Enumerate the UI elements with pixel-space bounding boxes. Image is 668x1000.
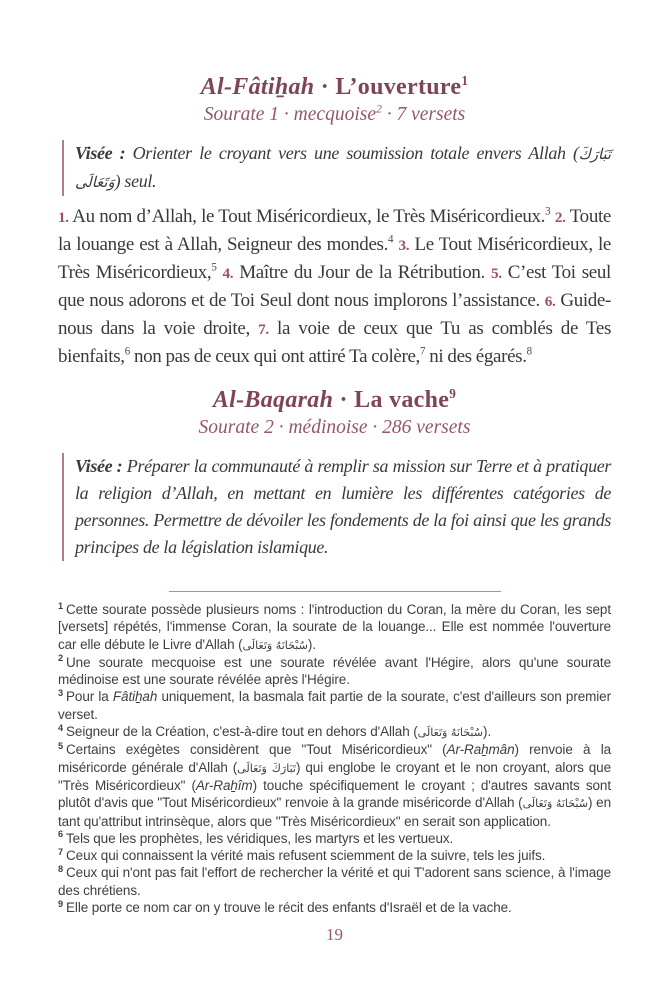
verse-text: Le Tout Miséricordieux, le Très Miséricordieux, <box>58 234 611 283</box>
footnote-number: 6 <box>58 829 64 840</box>
title-separator-dot: · <box>339 387 348 413</box>
surah-title-fatihah <box>58 74 611 100</box>
visee-text: Préparer la communauté à remplir sa mission sur Terre et à pratiquer la religion d’Allah, en mettant en lumière les différentes catégories de personnes. Permettre de dévoiler les fondements de la foi ainsi que les grands principes de la législation islamique. <box>75 456 612 557</box>
footnote-number: 7 <box>58 846 64 857</box>
footnote-4 <box>58 723 611 741</box>
verse-number: 1. <box>58 209 69 226</box>
footnote-text: Seigneur de la Création, c'est-à-dire tout en dehors d'Allah ( <box>66 724 418 740</box>
visee-label: Visée : <box>75 456 123 476</box>
visee-block-baqarah <box>62 453 611 561</box>
verses-paragraph <box>58 203 611 370</box>
section-al-baqarah <box>58 387 611 561</box>
title-separator-dot: · <box>320 74 330 100</box>
allah-honorific-arabic: سُبْحَانَهُ وَتَعَالَى <box>242 638 308 652</box>
footnote-text: Tels que les prophètes, les véridiques, les martyrs et les vertueux. <box>66 830 454 846</box>
footnote-6 <box>58 830 611 847</box>
footnote-2 <box>58 654 611 689</box>
footnote-number: 3 <box>58 687 64 698</box>
footnote-ref: 6 <box>124 345 130 358</box>
footnote-divider <box>169 591 501 592</box>
surah-arabic-name: Al-Fâtiẖah <box>200 74 315 100</box>
footnote-7 <box>58 847 611 864</box>
allah-honorific-arabic: تَبَارَكَ وَتَعَالَى <box>237 761 296 775</box>
verse-number: 7. <box>258 321 269 338</box>
footnote-text: Une sourate mecquoise est une sourate révélée avant l'Hégire, alors qu'une sourate médinoise est une sourate révélée après l'Hégire. <box>58 654 611 688</box>
verse-text: non pas de ceux qui ont attiré Ta colère, <box>133 346 420 367</box>
surah-french-title: La vache <box>354 387 450 413</box>
visee-block-fatihah <box>62 140 611 196</box>
footnote-text: ). <box>483 724 492 740</box>
verse-number: 5. <box>490 265 502 282</box>
verse-number: 6. <box>544 293 556 310</box>
verse-text: Au nom d’Allah, le Tout Miséricordieux, le Très Miséricordieux. <box>72 206 546 227</box>
verse-number: 2. <box>554 209 566 226</box>
verse-number: 4. <box>222 265 234 282</box>
footnote-text: Ceux qui connaissent la vérité mais refusent sciemment de la suivre, tels les juifs. <box>66 848 546 864</box>
footnote-number: 8 <box>58 863 64 874</box>
footnote-ref: 7 <box>419 345 426 358</box>
footnote-text: Pour la <box>66 689 113 705</box>
section-al-fatihah <box>58 74 611 370</box>
surah-subtitle-fatihah <box>58 103 611 127</box>
footnote-ref: 3 <box>545 205 551 218</box>
footnote-ref: 5 <box>211 261 217 274</box>
footnote-number: 1 <box>58 600 64 611</box>
footnote-ref: 2 <box>375 102 382 116</box>
footnote-text: ) renvoie à la miséricorde générale d'Allah ( <box>58 742 612 775</box>
visee-label: Visée : <box>75 143 126 163</box>
subtitle-text: · 7 versets <box>381 104 466 125</box>
footnote-8 <box>58 864 611 899</box>
footnote-number: 9 <box>58 898 64 909</box>
footnote-text: ) en tant qu'attribut intrinsèque, alors que "Très Miséricordieux" en serait son application. <box>58 795 611 829</box>
verse-text: Maître du Jour de la Rétribution. <box>239 262 485 283</box>
footnote-text: ). <box>307 636 316 652</box>
footnote-italic-term: Ar-Raẖmân <box>446 742 515 758</box>
footnote-text: Certains exégètes considèrent que "Tout Miséricordieux" ( <box>66 742 447 758</box>
surah-title-baqarah <box>58 387 611 413</box>
allah-honorific-arabic: تَبَارَكَ وَتَعَالَى <box>75 146 612 191</box>
visee-text: Orienter le croyant vers une soumission totale envers Allah ( <box>132 143 579 163</box>
surah-arabic-name: Al-Baqarah <box>212 387 334 413</box>
footnote-text: ) qui englobe le croyant et le non croyant, alors que "Très Miséricordieux" ( <box>58 759 611 793</box>
verse-text: ni des égarés. <box>429 346 527 367</box>
footnote-text: Ceux qui n'ont pas fait l'effort de rechercher la vérité et qui T'adorent sans science, à l'image des chrétiens. <box>58 865 611 898</box>
footnote-ref: 9 <box>449 386 457 401</box>
verse-text: Toute la louange est à Allah, Seigneur des mondes. <box>58 206 611 255</box>
footnote-5 <box>58 741 611 829</box>
footnote-ref: 1 <box>461 73 469 88</box>
footnote-1 <box>58 601 611 654</box>
footnote-3 <box>58 688 611 723</box>
footnote-text: Cette sourate possède plusieurs noms : l'introduction du Coran, la mère du Coran, les sept [versets] répétés, l'immense Coran, la sourate de la louange... Elle est nommée l'ouverture car elle débute le Livre d'Allah ( <box>58 602 611 652</box>
footnote-text: uniquement, la basmala fait partie de la sourate, c'est d'ailleurs son premier verset. <box>58 689 611 722</box>
surah-subtitle-baqarah: Sourate 2 · médinoise · 286 versets <box>198 417 471 438</box>
footnote-ref: 8 <box>526 345 532 358</box>
footnote-number: 4 <box>58 722 64 733</box>
visee-text: ) seul. <box>114 171 157 191</box>
footnote-number: 2 <box>58 653 64 664</box>
footnotes-block <box>58 601 611 916</box>
subtitle-text: Sourate 1 · mecquoise <box>203 104 376 125</box>
allah-honorific-arabic: سُبْحَانَهُ وَتَعَالَى <box>522 797 589 811</box>
footnote-text: ) touche spécifiquement le croyant ; d'autres savants sont plutôt d'avis que "Tout Miséricordieux" renvoie à la grande miséricorde d'Allah ( <box>58 777 611 811</box>
footnote-9 <box>58 899 611 916</box>
footnote-ref: 4 <box>388 233 394 246</box>
footnote-italic-term: Fâtiẖah <box>112 689 158 705</box>
footnote-text: Elle porte ce nom car on y trouve le récit des enfants d'Israël et de la vache. <box>66 900 512 916</box>
surah-french-title: L’ouverture <box>335 74 462 100</box>
page-number: 19 <box>326 925 343 945</box>
allah-honorific-arabic: سُبْحَانَهُ وَتَعَالَى <box>417 726 484 740</box>
verse-text: C’est Toi seul que nous adorons et de Toi Seul dont nous implorons l’assistance. <box>58 262 611 311</box>
verse-text: Guide-nous dans la voie droite, <box>58 290 611 339</box>
footnote-number: 5 <box>58 740 64 751</box>
verse-number: 3. <box>398 237 410 254</box>
verse-text: la voie de ceux que Tu as comblés de Tes bienfaits, <box>58 318 611 367</box>
footnote-italic-term: Ar-Raẖîm <box>195 777 253 793</box>
